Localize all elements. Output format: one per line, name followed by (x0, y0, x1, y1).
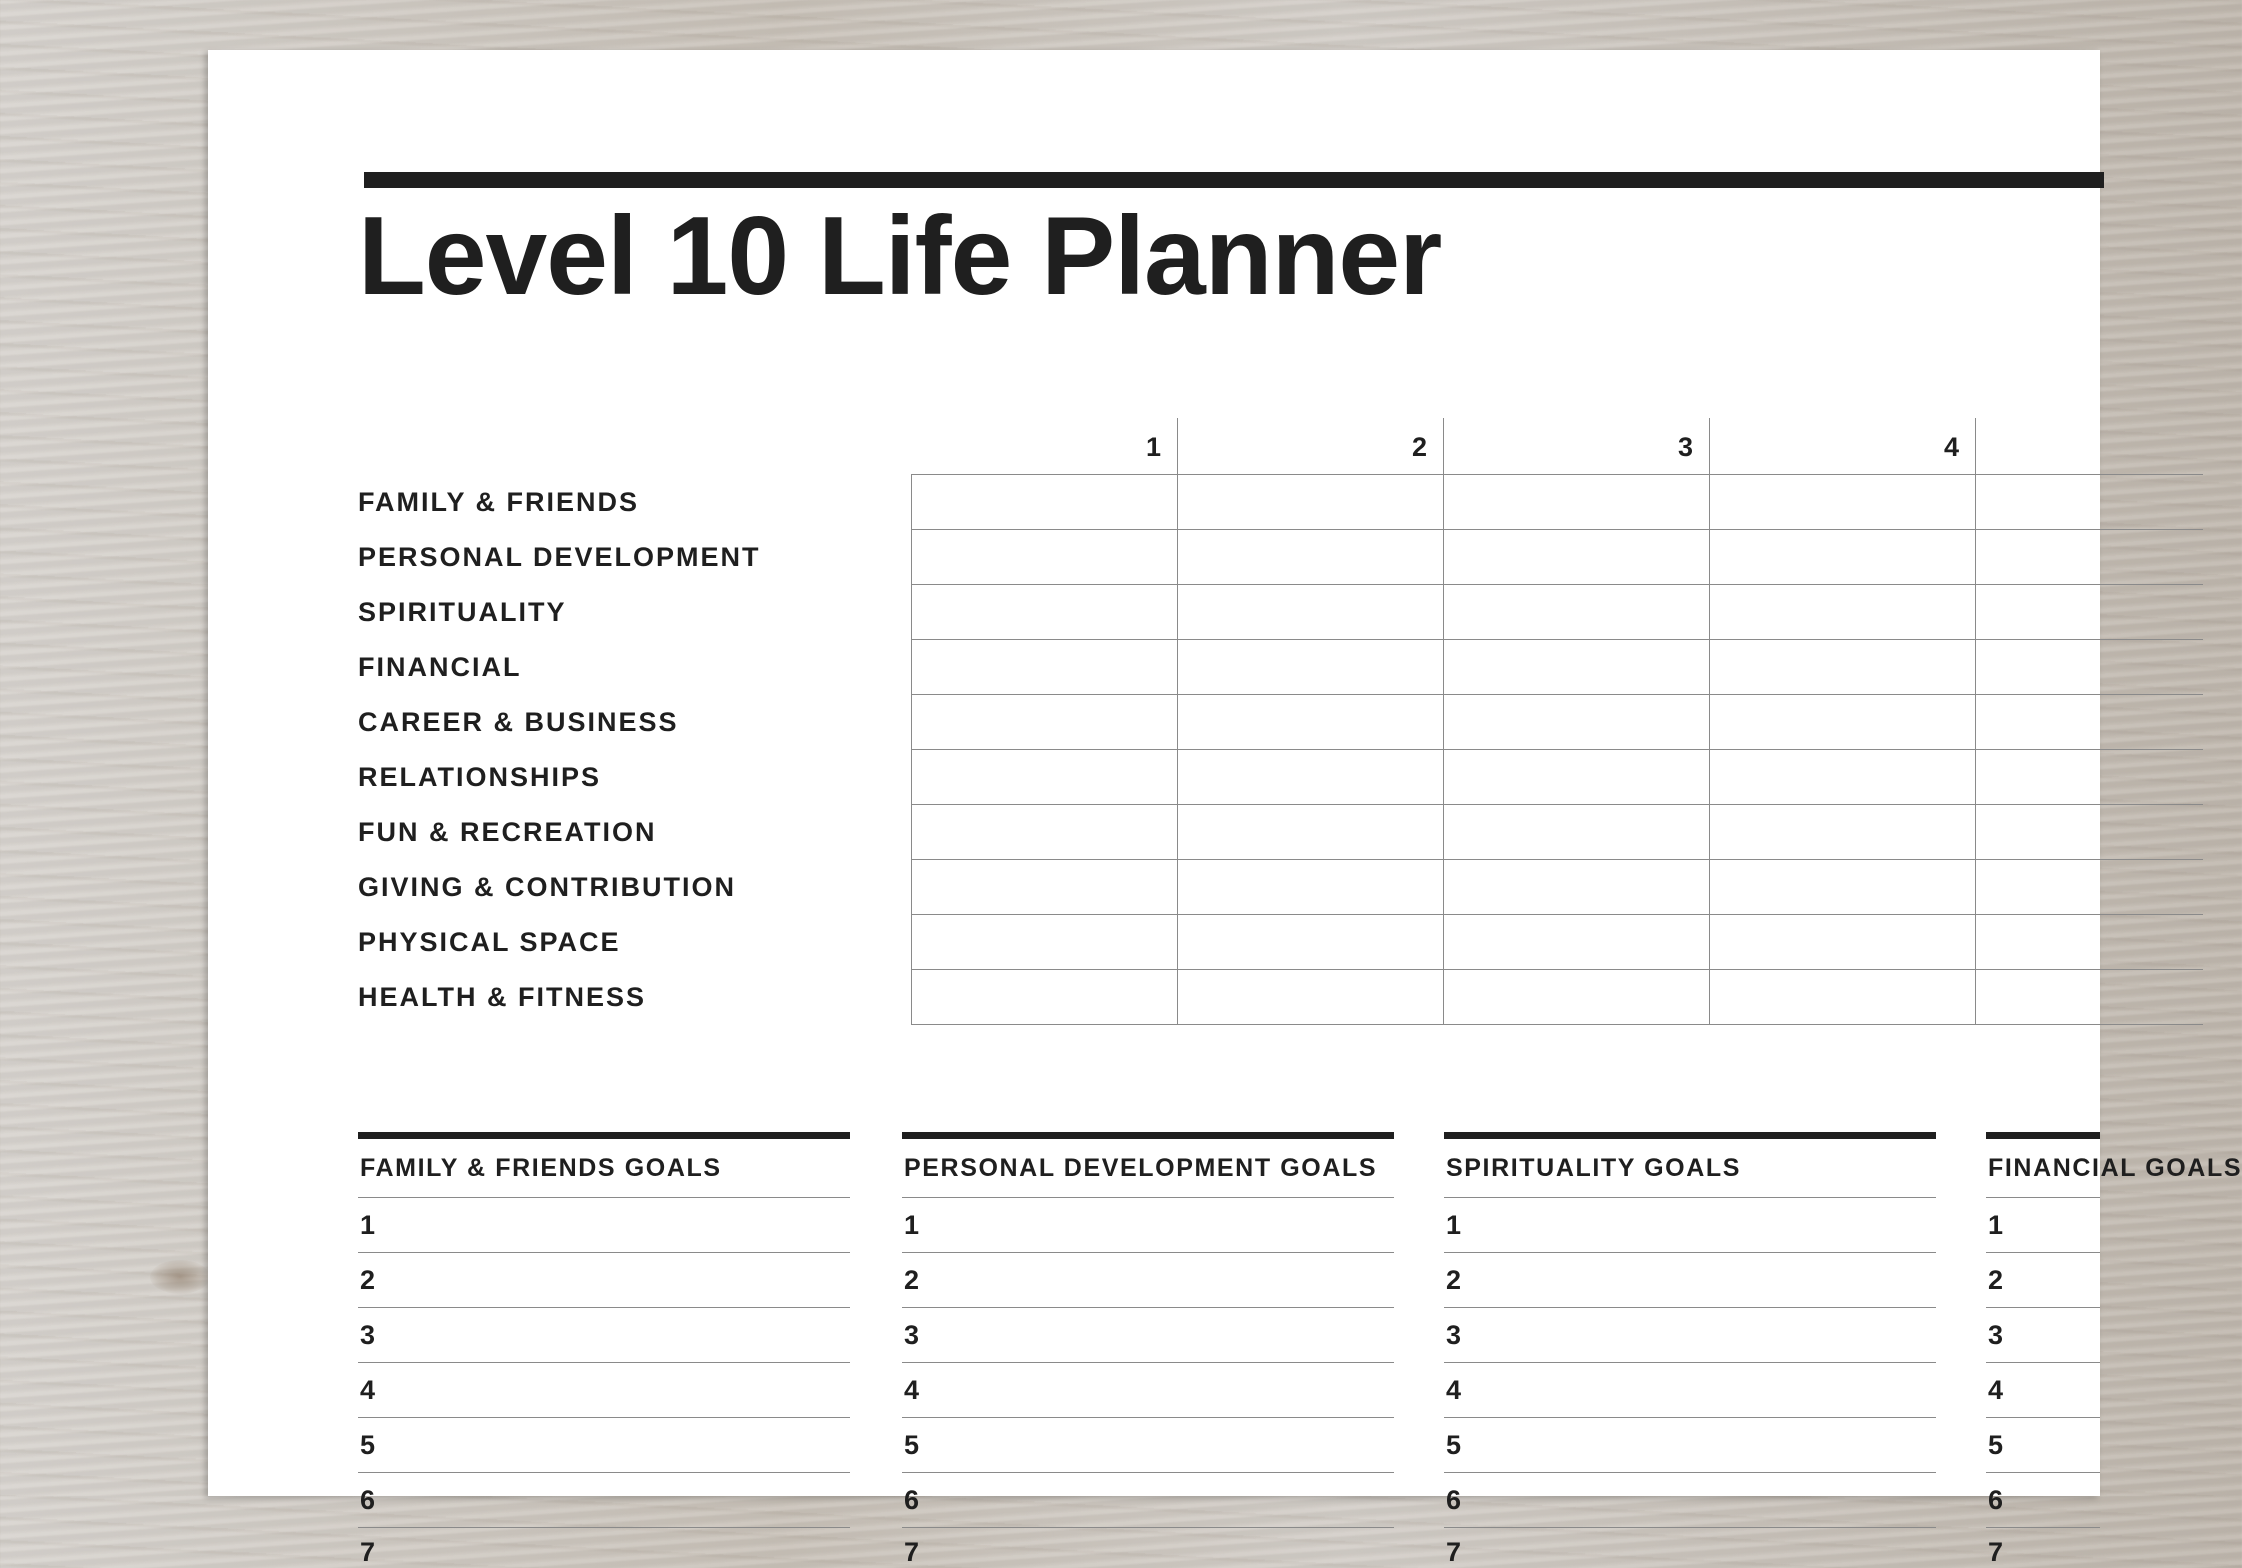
grid-row-line (911, 969, 2203, 970)
grid-row-line (911, 584, 2203, 585)
goal-line[interactable]: 4 (1444, 1363, 1936, 1418)
goal-line[interactable]: 6 (1444, 1473, 1936, 1528)
title-rule (364, 172, 2104, 188)
goal-list (902, 1198, 1394, 1568)
category-label-giving-contribution: GIVING & CONTRIBUTION (358, 872, 736, 902)
goal-line[interactable]: 7 (1446, 1537, 1462, 1567)
goal-line[interactable]: 1 (358, 1198, 850, 1253)
goal-list (358, 1198, 850, 1568)
column-number-1: 1 (1145, 432, 1161, 462)
grid-column-line (1177, 418, 1178, 1024)
goal-line[interactable]: 2 (902, 1253, 1394, 1308)
goal-section-spirituality (1444, 1132, 1936, 1568)
category-label-relationships: RELATIONSHIPS (358, 762, 602, 792)
goal-line[interactable]: 7 (904, 1537, 920, 1567)
goal-section-financial (1986, 1132, 2242, 1568)
goal-section-rule (902, 1132, 1394, 1139)
goal-line[interactable]: 2 (358, 1253, 850, 1308)
goal-line[interactable]: 5 (1444, 1418, 1936, 1473)
goal-line[interactable]: 1 (1986, 1198, 2100, 1253)
goal-line[interactable]: 6 (902, 1473, 1394, 1528)
goal-line[interactable]: 3 (1986, 1308, 2100, 1363)
wood-knot (150, 1260, 210, 1294)
goal-line[interactable]: 7 (1988, 1537, 2004, 1567)
category-label-financial: FINANCIAL (358, 652, 522, 682)
goal-section-rule (1986, 1132, 2100, 1139)
goal-line[interactable]: 4 (1986, 1363, 2100, 1418)
grid-column-line (1709, 418, 1710, 1024)
category-label-family-friends: FAMILY & FRIENDS (358, 487, 640, 517)
category-list (358, 475, 761, 1025)
grid-row-line (911, 529, 2203, 530)
grid-row-line (911, 1024, 2203, 1025)
goal-line[interactable]: 7 (360, 1537, 376, 1567)
grid-row-line (911, 749, 2203, 750)
grid-column-line (1975, 418, 1976, 1024)
goal-section-rule (358, 1132, 850, 1139)
grid-row-line (911, 639, 2203, 640)
goal-line[interactable]: 2 (1444, 1253, 1936, 1308)
category-label-career-business: CAREER & BUSINESS (358, 707, 679, 737)
goal-line[interactable]: 3 (902, 1308, 1394, 1363)
category-label-physical-space: PHYSICAL SPACE (358, 927, 621, 957)
planner-sheet (208, 50, 2242, 1567)
goal-line[interactable]: 4 (902, 1363, 1394, 1418)
grid-row-line (911, 914, 2203, 915)
goal-section-family-friends (358, 1132, 850, 1568)
goal-line[interactable]: 1 (1444, 1198, 1936, 1253)
goal-line[interactable]: 4 (358, 1363, 850, 1418)
goal-section-rule (1444, 1132, 1936, 1139)
goal-line[interactable]: 3 (1444, 1308, 1936, 1363)
category-label-personal-development: PERSONAL DEVELOPMENT (358, 542, 761, 572)
goal-section-title: PERSONAL DEVELOPMENT GOALS (902, 1139, 1394, 1198)
category-label-health-fitness: HEALTH & FITNESS (358, 982, 646, 1012)
goal-line[interactable]: 6 (1986, 1473, 2100, 1528)
rating-grid (903, 418, 2203, 1028)
goal-line[interactable]: 3 (358, 1308, 850, 1363)
grid-row-line (911, 474, 2203, 475)
goal-line[interactable]: 2 (1986, 1253, 2100, 1308)
goal-line[interactable]: 5 (358, 1418, 850, 1473)
category-label-fun-recreation: FUN & RECREATION (358, 817, 657, 847)
goal-list (1444, 1198, 1936, 1568)
column-number-3: 3 (1677, 432, 1693, 462)
goal-line[interactable]: 1 (902, 1198, 1394, 1253)
goal-section-title: FAMILY & FRIENDS GOALS (358, 1139, 850, 1198)
goal-section-title: SPIRITUALITY GOALS (1444, 1139, 1936, 1198)
goal-list (1986, 1198, 2100, 1568)
goal-section-title: FINANCIAL GOALS (1986, 1139, 2100, 1198)
column-number-4: 4 (1943, 432, 1959, 462)
grid-row-line (911, 694, 2203, 695)
grid-row-line (911, 804, 2203, 805)
grid-row-line (911, 859, 2203, 860)
goal-line[interactable]: 5 (1986, 1418, 2100, 1473)
page-title: Level 10 Life Planner (358, 194, 1442, 318)
category-label-spirituality: SPIRITUALITY (358, 597, 567, 627)
column-number-2: 2 (1411, 432, 1427, 462)
grid-column-line (911, 474, 912, 1024)
goal-line[interactable]: 6 (358, 1473, 850, 1528)
goal-line[interactable]: 5 (902, 1418, 1394, 1473)
grid-column-line (1443, 418, 1444, 1024)
goal-section-personal-development (902, 1132, 1394, 1568)
